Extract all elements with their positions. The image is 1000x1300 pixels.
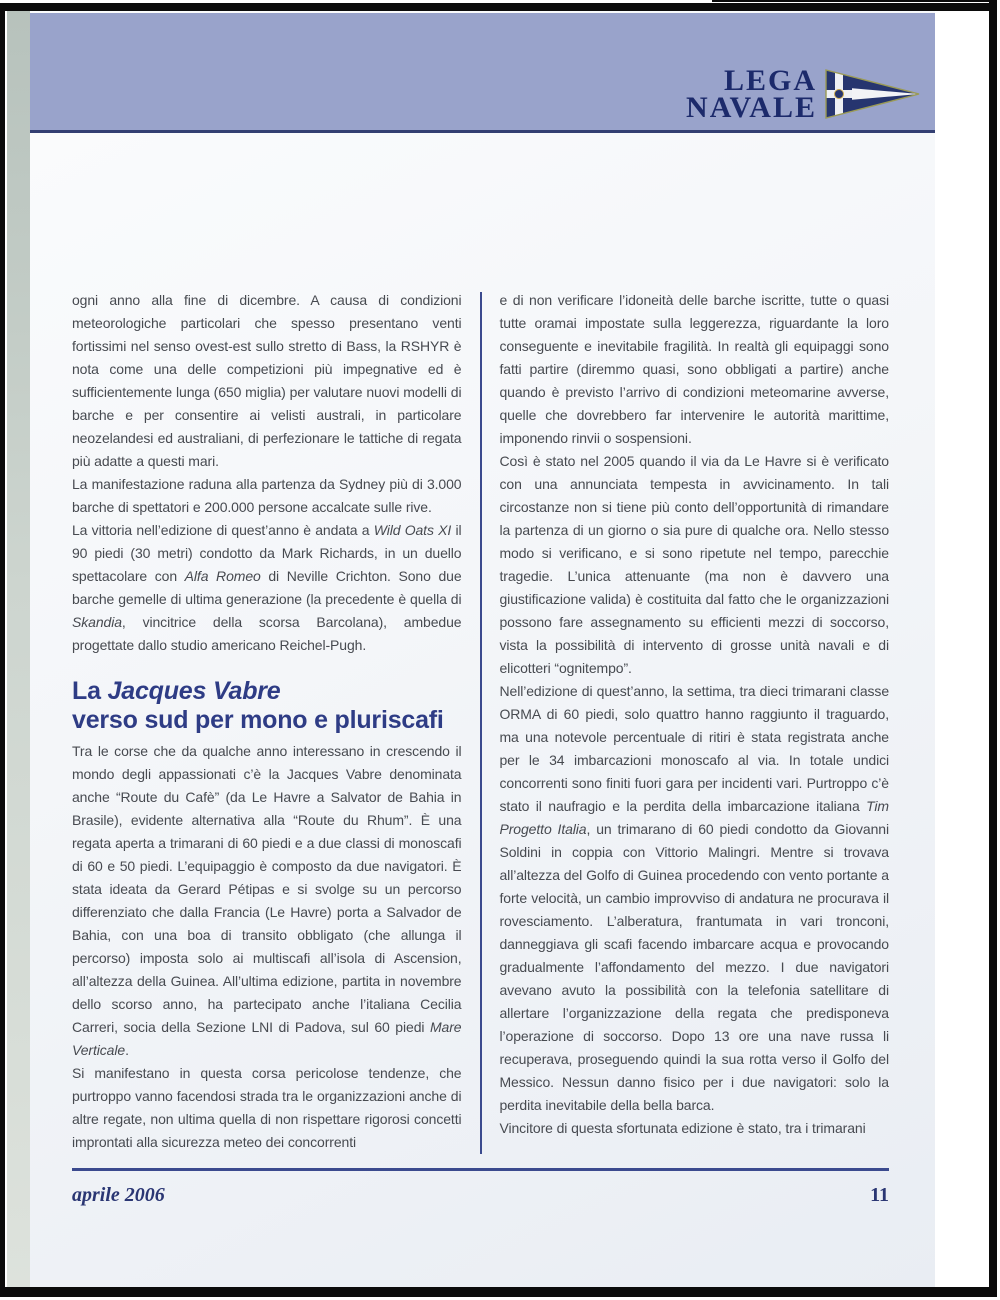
paragraph: Tra le corse che da qualche anno interessano in crescendo il mondo degli appassionati c’è la Jacques Vabre denominata anche “Route du Cafè” (da Le Havre a Salvator de Bahia in Brasile), evidente alternativa alla “Route du Rhum”. È una regata aperta a trimarani di 60 piedi e a due classi di monoscafi di 60 e 50 piedi. L’equipaggio è composto da due navigatori. È stata ideata da Gerard Pétipas e si svolge su un percorso differenziato che dalla Francia (Le Havre) porta a Salvador de Bahia, con una boa di transito obbligato (che allunga il percorso) imposta solo ai multiscafi all’isola di Ascension, all’altezza della Guinea. All’ultima edizione, partita in novembre dello scorso anno, ha partecipato anche l’italiana Cecilia Carreri, socia della Sezione LNI di Padova, sul 60 piedi Mare Verticale. (72, 743, 462, 1058)
article-body (72, 289, 889, 1154)
paragraph: Si manifestano in questa corsa pericolose tendenze, che purtroppo vanno facendosi strada tra le organizzazioni anche di altre regate, non ultima quella di non rispettare rigorosi concetti improntati alla sicurezza meteo dei concorrenti (72, 1065, 462, 1150)
logo-wordmark (686, 64, 817, 124)
lega-navale-logo (686, 64, 921, 124)
page-footer (72, 1168, 889, 1207)
footer-issue-date: aprile 2006 (72, 1184, 165, 1206)
paragraph: Così è stato nel 2005 quando il via da Le Havre si è verificato con una annunciata tempesta in avvicinamento. In tali circostanze non si tiene più conto dell’opportunità di rimandare la partenza di un giorno o sia pure di qualche ora. Nello stesso modo si verificano, e si sono ripetute nel tempo, parecchie tragedie. L’unica attenuante (ma non è davvero una giustificazione valida) è costituita dal fatto che le organizzazioni possono fare assegnamento su efficienti mezzi di soccorso, vista la possibilità di intervento di grosse unità navali e di elicotteri “ognitempo”. (499, 453, 889, 676)
scan-border-top (0, 3, 997, 11)
paragraph: e di non verificare l’idoneità delle barche iscritte, tutte o quasi tutte oramai impostate sulla leggerezza, riguardante la loro conseguente e inevitabile fragilità. In realtà gli equipaggi sono fatti partire (diremmo quasi, sono obbligati a partire) anche quando è previsto l’arrivo di condizioni meteomarine avverse, quelle che dovrebbero far intervenire le autorità marittime, imponendo rinvii o sospensioni. (499, 292, 889, 446)
scan-border-top-secondary (712, 0, 997, 2)
scan-border-bottom (0, 1287, 991, 1297)
paragraph: Vincitore di questa sfortunata edizione è stato, tra i trimarani (499, 1120, 866, 1136)
section-heading: La Jacques Vabre verso sud per mono e pluriscafi (72, 677, 444, 734)
paragraph: ogni anno alla fine di dicembre. A causa di condizioni meteorologiche particolari che spesso presentano venti fortissimi nel senso ovest-est sullo stretto di Bass, la RSHYR è nota come una delle competizioni più impegnative ed è sufficientemente lunga (650 miglia) per valutare nuovi modelli di barche e per consentire ai velisti australi, in particolare neozelandesi ed australiani, di perfezionare le tattiche di regata più adatte a questi mari. (72, 292, 462, 469)
scan-edge-strip (7, 11, 30, 1287)
magazine-page (30, 11, 935, 1287)
logo-line-navale: NAVALE (686, 91, 817, 124)
header-band (30, 13, 935, 133)
article-left-column (72, 289, 462, 1154)
scan-border-left (0, 3, 5, 1297)
footer-rule (72, 1168, 889, 1171)
paragraph: Nell’edizione di quest’anno, la settima, tra dieci trimarani classe ORMA di 60 piedi, solo quattro hanno raggiunto il traguardo, ma una notevole percentuale di ritiri è stata registrata anche per le 34 imbarcazioni monoscafo al via. In totale undici concorrenti sono finiti fuori gara per incidenti vari. Purtroppo c’è stato il naufragio e la perdita della imbarcazione italiana Tim Progetto Italia, un trimarano di 60 piedi condotto da Giovanni Soldini in coppia con Vittorio Malingri. Mentre si trovava all’altezza del Golfo di Guinea procedendo con vento portante a forte velocità, un cambio improvviso di andatura ne procurava il rovesciamento. L’alberatura, frantumata in vari tronconi, danneggiava gli scafi facendo imbarcare acqua e provocando gradualmente l’affondamento del mezzo. I due navigatori avevano avuto la possibilità con la telefonia satellitare di allertare l’organizzazione della regata che predisponeva l’operazione di soccorso. Dopo 13 ore una nave russa li recuperava, proseguendo quindi la sua rotta verso il Golfo del Messico. Nessun danno fisico per i due navigatori: solo la perdita inevitabile della bella barca. (499, 683, 889, 1113)
paragraph: La manifestazione raduna alla partenza da Sydney più di 3.000 barche di spettatori e 200.000 persone accalcate sulle rive. (72, 476, 462, 515)
lega-navale-pennant-icon (825, 68, 921, 120)
footer-page-number: 11 (870, 1184, 889, 1206)
scan-border-right (989, 0, 997, 1297)
footer-row (72, 1184, 889, 1207)
column-divider (480, 292, 482, 1154)
paragraph: La vittoria nell’edizione di quest’anno è andata a Wild Oats XI il 90 piedi (30 metri) condotto da Mark Richards, in un duello spettacolare con Alfa Romeo di Neville Crichton. Sono due barche gemelle di ultima generazione (la precedente è quella di Skandia, vincitrice della scorsa Barcolana), ambedue progettate dallo studio americano Reichel-Pugh. (72, 522, 462, 653)
logo-line-lega: LEGA (723, 64, 817, 97)
article-right-column (500, 289, 890, 1154)
